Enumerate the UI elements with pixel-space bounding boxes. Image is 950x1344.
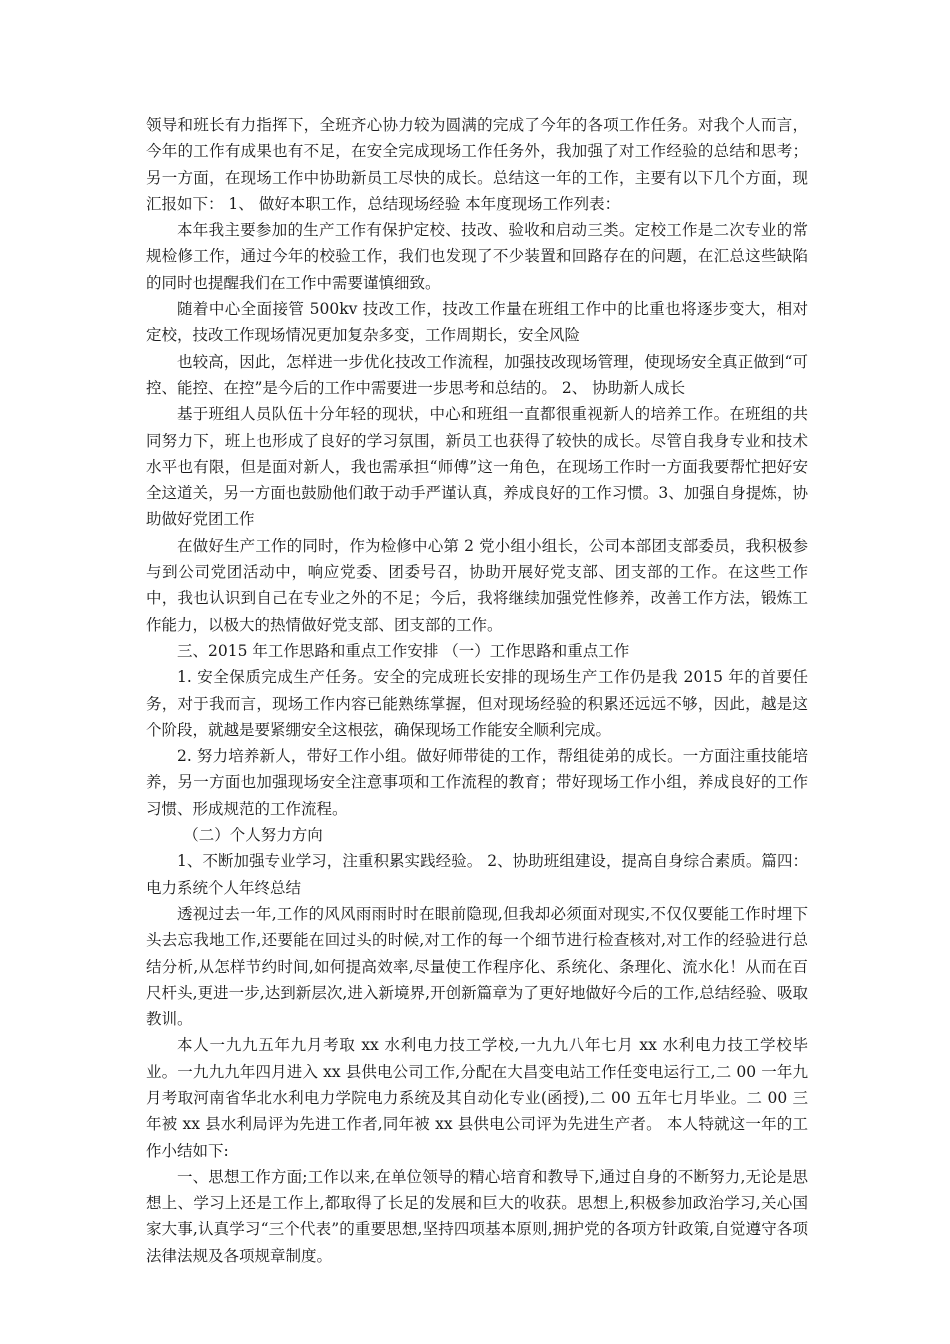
paragraph-plan-item-2: 2. 努力培养新人，带好工作小组。做好师带徒的工作，帮组徒弟的成长。一方面注重技能培养，另一方面也加强现场安全注意事项和工作流程的教育；带好现场工作小组，养成良好的工作习惯、形成规范的工作流程。	[146, 747, 808, 818]
paragraph-tech-renovation: 随着中心全面接管 500kv 技改工作，技改工作量在班组工作中的比重也将逐步变大，相对定校，技改工作现场情况更加复杂多变，工作周期长，安全风险	[146, 300, 808, 345]
paragraph-ideology: 一、思想工作方面;工作以来,在单位领导的精心培育和教导下,通过自身的不断努力,无论是思想上、学习上还是工作上,都取得了长足的发展和巨大的收获。思想上,积极参加政治学习,关心国家大事,认真学习“三个代表”的重要思想,坚持四项基本原则,拥护党的各项方针政策,自觉遵守各项法律法规及各项规章制度。	[146, 1167, 808, 1265]
paragraph-direction-items: 1、不断加强专业学习，注重积累实践经验。 2、协助班组建设，提高自身综合素质。篇四：电力系统个人年终总结	[146, 852, 808, 897]
paragraph-intro-continuation: 领导和班长有力指挥下，全班齐心协力较为圆满的完成了今年的各项工作任务。对我个人而言，今年的工作有成果也有不足，在安全完成现场工作任务外，我加强了对工作经验的总结和思考；另一方面，在现场工作中协助新员工尽快的成长。总结这一年的工作，主要有以下几个方面，现汇报如下： 1、 做好本职工作，总结现场经验 本年度现场工作列表：	[146, 116, 808, 213]
section-heading-2015-plan: 三、2015 年工作思路和重点工作安排 （一）工作思路和重点工作	[177, 641, 630, 660]
paragraph-training-newcomers: 基于班组人员队伍十分年轻的现状，中心和班组一直都很重视新人的培养工作。在班组的共同努力下，班上也形成了良好的学习氛围，新员工也获得了较快的成长。尽管自我身专业和技术水平也有限，但是面对新人，我也需承担“师傅”这一角色，在现场工作时一方面我要帮忙把好安全这道关，另一方面也鼓励他们敢于动手严谨认真，养成良好的工作习惯。3、加强自身提炼，协助做好党团工作	[146, 405, 808, 529]
paragraph-party-work: 在做好生产工作的同时，作为检修中心第 2 党小组小组长，公司本部团支部委员，我积极参与到公司党团活动中，响应党委、团委号召，协助开展好党支部、团支部的工作。在这些工作中，我也认识到自己在专业之外的不足；今后，我将继续加强党性修养，改善工作方法，锻炼工作能力，以极大的热情做好党支部、团支部的工作。	[146, 536, 808, 634]
paragraph-plan-item-1: 1. 安全保质完成生产任务。安全的完成班长安排的现场生产工作仍是我 2015 年的首要任务，对于我而言，现场工作内容已能熟练掌握，但对现场经验的积累还远远不够，因此，越是这个阶段，就越是要紧绷安全这根弦，确保现场工作能安全顺利完成。	[146, 668, 808, 739]
paragraph-year-review: 透视过去一年,工作的风风雨雨时时在眼前隐现,但我却必须面对现实,不仅仅要能工作时埋下头去忘我地工作,还要能在回过头的时候,对工作的每一个细节进行检查核对,对工作的经验进行总结分析,从怎样节约时间,如何提高效率,尽量使工作程序化、系统化、条理化、流水化！从而在百尺杆头,更进一步,达到新层次,进入新境界,开创新篇章为了更好地做好今后的工作,总结经验、吸取教训。	[146, 904, 808, 1029]
document-body	[146, 112, 808, 1269]
paragraph-work-types: 本年我主要参加的生产工作有保护定校、技改、验收和启动三类。定校工作是二次专业的常规检修工作，通过今年的校验工作，我们也发现了不少装置和回路存在的问题，在汇总这些缺陷的同时也提醒我们在工作中需要谨慎细致。	[146, 221, 808, 292]
paragraph-risk-control: 也较高，因此，怎样进一步优化技改工作流程，加强技改现场管理，使现场安全真正做到“可控、能控、在控”是今后的工作中需要进一步思考和总结的。 2、 协助新人成长	[146, 352, 808, 397]
paragraph-personal-history: 本人一九九五年九月考取 xx 水利电力技工学校,一九九八年七月 xx 水利电力技工学校毕业。一九九九年四月进入 xx 县供电公司工作,分配在大昌变电站工作任变电运行工,二 00 一年九月考取河南省华北水利电力学院电力系统及其自动化专业(函授),二 00 五年七月毕业。二 00 三年被 xx 县水利局评为先进工作者,同年被 xx 县供电公司评为先进生产者。 本人特就这一年的工作小结如下:	[146, 1036, 808, 1160]
subsection-heading-personal-direction: （二）个人努力方向	[183, 826, 323, 845]
